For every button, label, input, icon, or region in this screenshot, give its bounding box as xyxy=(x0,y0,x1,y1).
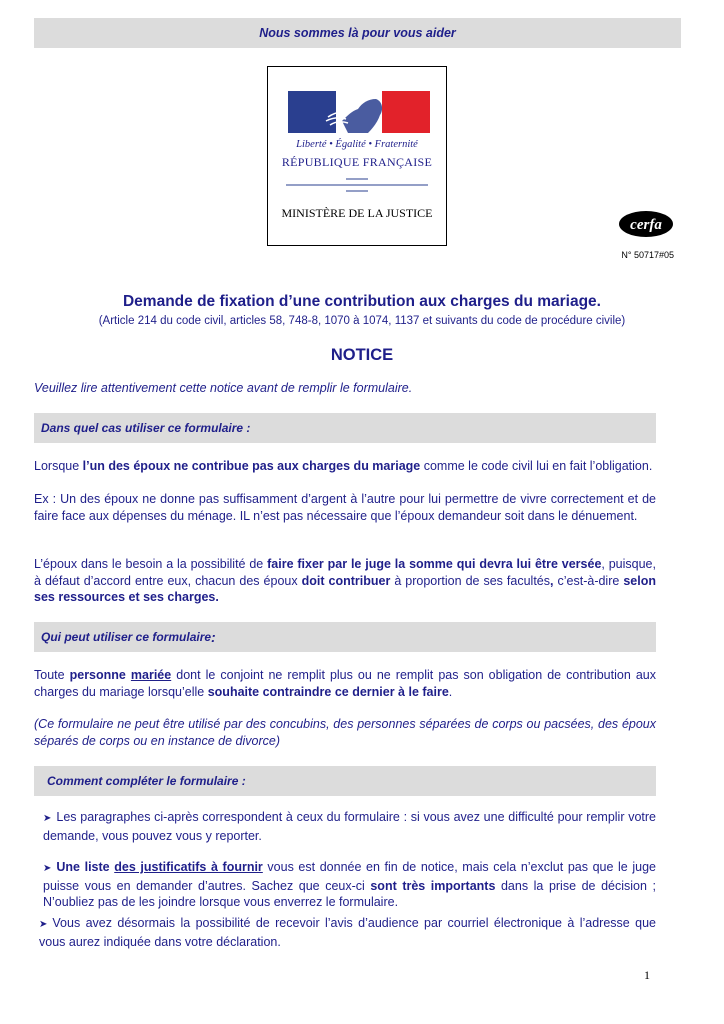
page-number: 1 xyxy=(644,968,650,982)
text-run: , puisque, à défaut d’accord entre eux, chacun des époux xyxy=(34,557,656,588)
section-heading-colon: : xyxy=(211,629,216,645)
text-run: . xyxy=(448,684,453,699)
cerfa-number: N° 50717#05 xyxy=(621,250,674,260)
text-run-bold: Une liste xyxy=(56,860,115,874)
text-run: Lorsque xyxy=(34,459,83,473)
text-run: L’époux dans le besoin a la possibilité de xyxy=(34,557,268,571)
text-run: comme le code civil lui en fait l’obligation. xyxy=(420,459,653,473)
section-when-paragraph-2: Ex : Un des époux ne donne pas suffisamment d’argent à l’autre pour lui permettre de vivre correctement et de faire face aux dépenses du ménage. IL n’est pas nécessaire que l’époux demandeur soit dans le dénuement. xyxy=(34,492,656,523)
section-how-bullet-1 xyxy=(43,809,656,844)
text-run-bold: , xyxy=(550,573,554,588)
document-subtitle: (Article 214 du code civil, articles 58, 748-8, 1070 à 1074, 1137 et suivants du code de procédure civile) xyxy=(98,315,626,327)
notice-heading: NOTICE xyxy=(330,346,394,364)
section-heading-text: Qui peut utiliser ce formulaire xyxy=(41,630,212,644)
text-run: c’est-à-dire xyxy=(553,573,624,588)
text-run-bold: souhaite contraindre ce dernier à le faire xyxy=(207,684,449,699)
text-run-bold-underline: des justificatifs à fournir xyxy=(114,860,263,874)
text-run-bold: sont très importants xyxy=(370,878,496,893)
intro-text: Veuillez lire attentivement cette notice avant de remplir le formulaire. xyxy=(34,381,413,395)
section-heading-how xyxy=(34,766,656,796)
section-when-paragraph-1 xyxy=(34,458,656,475)
document-title: Demande de fixation d’une contribution aux charges du mariage. xyxy=(122,293,601,310)
logo-divider-lines xyxy=(286,175,428,197)
text-run: Toute xyxy=(34,668,70,682)
text-run: dont le conjoint ne remplit plus ou ne remplit pas son obligation de contribution aux charges du mariage lorsqu’elle xyxy=(34,668,656,699)
section-how-bullet-3 xyxy=(39,915,656,950)
section-who-paragraph-2: (Ce formulaire ne peut être utilisé par des concubins, des personnes séparées de corps ou pacsées, des époux séparés de corps ou en instance de divorce) xyxy=(34,717,656,748)
section-who-paragraph-1 xyxy=(34,667,656,700)
cerfa-logo-icon xyxy=(618,210,674,238)
chevron-right-icon: ➤ xyxy=(39,919,48,930)
help-banner xyxy=(34,18,681,48)
motto-text: Liberté • Égalité • Fraternité xyxy=(296,139,418,150)
marianne-flag-icon xyxy=(288,91,430,133)
text-run-bold-underline: mariée xyxy=(130,668,172,682)
text-run: à proportion de ses facultés xyxy=(390,573,551,588)
text-run-bold: doit contribuer xyxy=(301,573,391,588)
text-run-bold: l’un des époux ne contribue pas aux charges du mariage xyxy=(82,459,421,473)
ministry-logo xyxy=(267,66,447,246)
cerfa-label: cerfa xyxy=(630,217,662,233)
chevron-right-icon: ➤ xyxy=(43,863,52,874)
text-run: dans la prise de décision ; N’oubliez pas de les joindre lorsque vous enverrez le formulaire. xyxy=(43,878,656,909)
text-run: Vous avez désormais la possibilité de recevoir l’avis d’audience par courriel électronique à l’adresse que vous aurez indiquée dans votre déclaration. xyxy=(39,916,656,949)
section-how-bullet-2 xyxy=(43,859,656,911)
text-run-bold: selon ses ressources et ses charges. xyxy=(34,573,656,604)
section-heading-who xyxy=(34,622,656,652)
section-heading-text: Comment compléter le formulaire : xyxy=(47,774,246,788)
chevron-right-icon: ➤ xyxy=(43,813,52,824)
ministry-name: MINISTÈRE DE LA JUSTICE xyxy=(281,206,433,220)
help-banner-text: Nous sommes là pour vous aider xyxy=(259,26,456,40)
text-run: Les paragraphes ci-après correspondent à ceux du formulaire : si vous avez une difficulté pour remplir votre demande, vous pouvez vous y reporter. xyxy=(43,810,656,843)
text-run-bold: personne xyxy=(69,668,126,682)
republic-text: RÉPUBLIQUE FRANÇAISE xyxy=(281,155,433,169)
text-run: vous est donnée en fin de notice, mais cela n’exclut pas que le juge puisse vous en demander d’autres. Sachez que ceux-ci xyxy=(43,860,657,893)
section-when-paragraph-3 xyxy=(34,556,656,606)
text-run-bold: faire fixer par le juge la somme qui devra lui être versée xyxy=(267,557,602,571)
section-heading-text: Dans quel cas utiliser ce formulaire : xyxy=(41,421,251,435)
section-heading-when xyxy=(34,413,656,443)
